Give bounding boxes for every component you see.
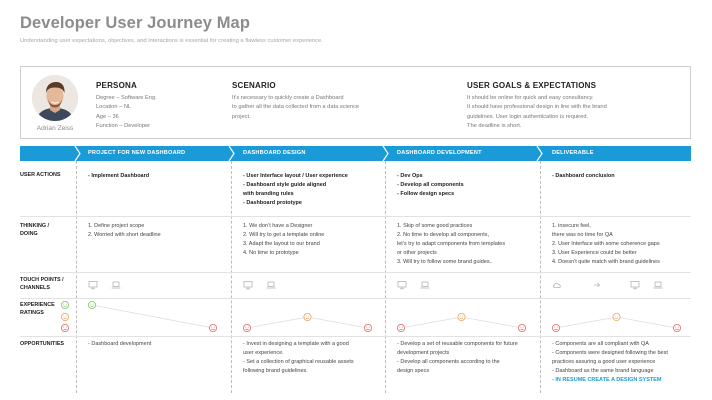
rating-point-sad-face-icon (673, 324, 680, 331)
user-action-cell: - Dev Ops - Develop all components - Follow design specs (397, 173, 464, 197)
laptop-icon (653, 280, 663, 290)
persona-title: PERSONA (96, 81, 137, 90)
rating-line (401, 317, 522, 328)
legend-neutral-face-icon (61, 313, 68, 320)
legend-sad-face-icon (61, 324, 68, 331)
thinking-cell: 1. We don’t have a Designer 2. Will try to get a template online 3. Adapt the layout to our brand 4. No time to prototype (243, 223, 325, 256)
column-divider (540, 161, 541, 393)
rating-point-neutral-face-icon (304, 313, 311, 320)
goals-text: It should be online for quick and easy consultancy. It should have professional design in line with the brand guidelines. User login authentication is required. The deadline is short. (467, 95, 607, 130)
rating-point-sad-face-icon (552, 324, 559, 331)
laptop-icon (420, 280, 430, 290)
row-divider (20, 298, 691, 299)
row-label-user-actions: USER ACTIONS (20, 172, 61, 178)
legend-happy-face-icon (61, 301, 68, 308)
user-action-cell: - Implement Dashboard (88, 173, 150, 179)
row-label-experience: EXPERIENCE RATINGS (20, 302, 55, 316)
scenario-title: SCENARIO (232, 81, 276, 90)
opportunity-cell: - Develop a set of reusable components for future development projects - Develop all components according to the design specs (397, 341, 518, 374)
user-action-cell: - User Interface layout / User experience - Dashboard style guide aligned with branding rules - Dashboard prototype (243, 173, 348, 206)
user-action-cell: - Dashboard conclusion (552, 173, 615, 179)
rating-point-sad-face-icon (243, 324, 250, 331)
person-portrait-icon (32, 75, 78, 121)
rating-point-neutral-face-icon (458, 313, 465, 320)
page-title: Developer User Journey Map (20, 14, 251, 32)
phase-bar (20, 146, 691, 161)
laptop-icon (266, 280, 276, 290)
row-label-touch-points: TOUCH POINTS / CHANNELS (20, 277, 64, 291)
laptop-icon (111, 280, 121, 290)
arrow-right-icon (592, 280, 602, 290)
row-label-opportunities: OPPORTUNITIES (20, 341, 65, 347)
persona-details: Degree – Software Eng. Location – NL Age – 36 Function – Developer (96, 95, 157, 130)
rating-line (92, 305, 213, 328)
row-label-thinking: THINKING / DOING (20, 223, 50, 237)
row-divider (20, 272, 691, 273)
goals-title: USER GOALS & EXPECTATIONS (467, 81, 597, 90)
monitor-icon (243, 280, 253, 290)
row-divider (20, 336, 691, 337)
phase-design: DASHBOARD DESIGN (243, 150, 306, 156)
monitor-icon (630, 280, 640, 290)
chevron-right-icon (226, 146, 236, 161)
rating-point-sad-face-icon (397, 324, 404, 331)
opportunity-cell: - Components are all compliant with QA - Components were designed following the best practices assuring a good user experience - Dashboard as the same brand language (552, 341, 668, 374)
opportunity-cell: - Invest in designing a template with a good user experience. - Set a collection of graphical reusable assets following brand guidelines. (243, 341, 354, 374)
row-divider (20, 216, 691, 217)
design-system-highlight: - IN RESUME CREATE A DESIGN SYSTEM (552, 377, 662, 383)
opportunity-highlight (552, 376, 662, 385)
chevron-right-icon (380, 146, 390, 161)
rating-point-sad-face-icon (518, 324, 525, 331)
rating-point-sad-face-icon (364, 324, 371, 331)
thinking-cell: 1. Define project scope 2. Worried with short deadline (88, 223, 161, 238)
monitor-icon (88, 280, 98, 290)
chevron-right-icon (72, 146, 82, 161)
column-divider (231, 161, 232, 393)
cloud-icon (552, 280, 562, 290)
rating-point-happy-face-icon (88, 301, 95, 308)
monitor-icon (397, 280, 407, 290)
phase-deliverable: DELIVERABLE (552, 150, 594, 156)
scenario-text: It’s necessary to quickly create a Dashboard to gather all the data collected from a data science project. (232, 95, 360, 120)
persona-panel (20, 66, 691, 139)
thinking-cell: 1. insecure feel, there was no time for QA 2. User Interface with some coherence gaps 3. User Experience could be better 4. Doesn’t quite match with brand guidelines (552, 223, 660, 265)
persona-name: Adrian Zeiss (36, 125, 74, 132)
rating-point-sad-face-icon (209, 324, 216, 331)
phase-project: PROJECT FOR NEW DASHBOARD (88, 150, 186, 156)
phase-development: DASHBOARD DEVELOPMENT (397, 150, 482, 156)
rating-point-neutral-face-icon (613, 313, 620, 320)
opportunity-cell: - Dashboard development (88, 341, 152, 347)
avatar (32, 75, 78, 121)
chevron-right-icon (534, 146, 544, 161)
page-subtitle: Understanding user expectations, objectives, and interactions is essential for creating a flawless customer experience. (20, 38, 323, 44)
rating-line (556, 317, 677, 328)
column-divider (76, 161, 77, 393)
thinking-cell: 1. Skip of some good practices 2. No time to develop all components, let’s try to adapt components from templates or other projects 3. Will try to follow some brand guides.. (397, 223, 506, 265)
column-divider (385, 161, 386, 393)
rating-line (247, 317, 368, 328)
